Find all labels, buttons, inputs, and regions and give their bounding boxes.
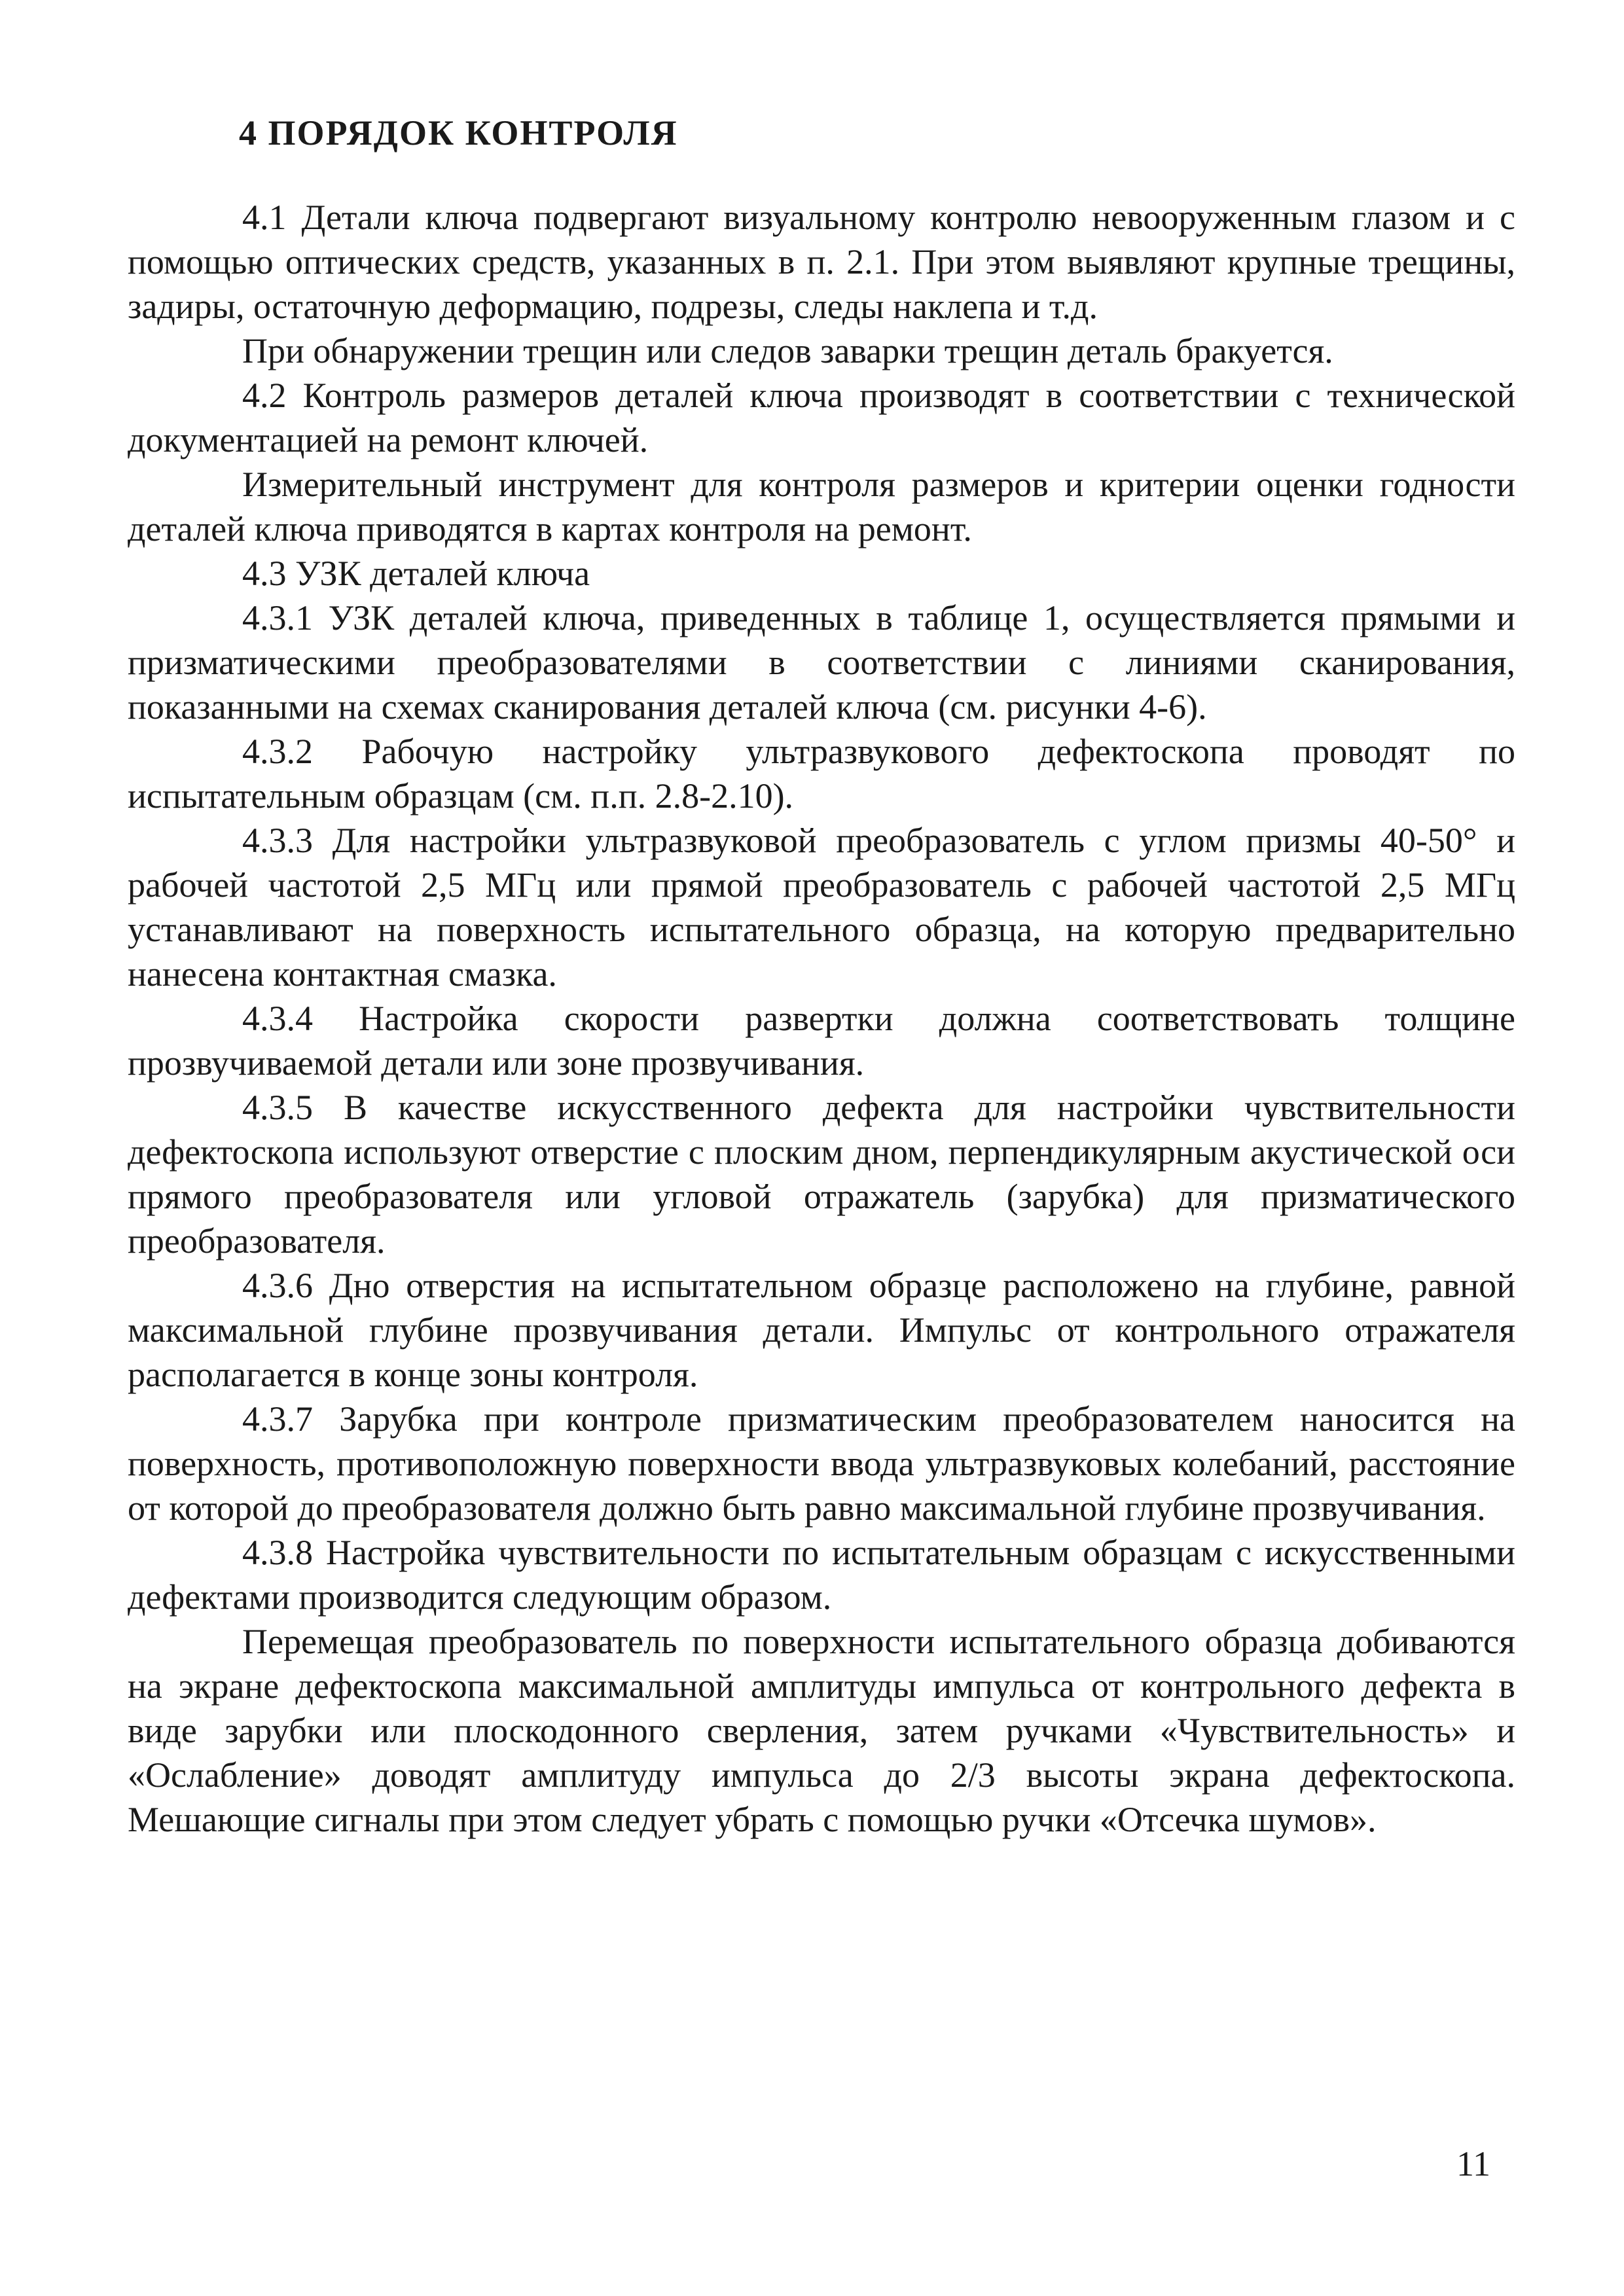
- paragraph-4-3-7: 4.3.7 Зарубка при контроле призматическим преобразователем наносится на поверхность, противоположную поверхности ввода ультразвуковых колебаний, расстояние от которой до преобразователя должно быть равно максимальной глубине прозвучивания.: [128, 1399, 1515, 1528]
- paragraph-4-3: 4.3 УЗК деталей ключа: [242, 554, 590, 593]
- paragraph-4-2-instruments: Измерительный инструмент для контроля размеров и критерии оценки годности деталей ключа приводятся в картах контроля на ремонт.: [128, 465, 1515, 548]
- paragraph-4-3-2: 4.3.2 Рабочую настройку ультразвукового дефектоскопа проводят по испытательным образцам (см. п.п. 2.8-2.10).: [128, 732, 1515, 816]
- page-number: 11: [1456, 2144, 1490, 2183]
- paragraph-4-3-3: 4.3.3 Для настройки ультразвуковой преобразователь с углом призмы 40-50° и рабочей частотой 2,5 МГц или прямой преобразователь с рабочей частотой 2,5 МГц устанавливают на поверхность испытательного образца, на которую предварительно нанесена контактная смазка.: [128, 821, 1515, 994]
- paragraph-4-3-8: 4.3.8 Настройка чувствительности по испытательным образцам с искусственными дефектами производится следующим образом.: [128, 1533, 1515, 1617]
- paragraph-4-1-reject: При обнаружении трещин или следов заварки трещин деталь бракуется.: [242, 331, 1333, 370]
- paragraph-4-2: 4.2 Контроль размеров деталей ключа производят в соответствии с технической документацией на ремонт ключей.: [128, 376, 1515, 459]
- paragraph-4-3-6: 4.3.6 Дно отверстия на испытательном образце расположено на глубине, равной максимальной глубине прозвучивания детали. Импульс от контрольного отражателя располагается в конце зоны контроля.: [128, 1266, 1515, 1394]
- paragraph-4-3-4: 4.3.4 Настройка скорости развертки должна соответствовать толщине прозвучиваемой детали или зоне прозвучивания.: [128, 999, 1515, 1083]
- section-body: [128, 195, 1515, 1842]
- section-heading: 4 ПОРЯДОК КОНТРОЛЯ: [239, 113, 678, 152]
- paragraph-4-3-8-procedure: Перемещая преобразователь по поверхности испытательного образца добиваются на экране дефектоскопа максимальной амплитуды импульса от контрольного дефекта в виде зарубки или плоскодонного сверления, затем ручками «Чувствительность» и «Ослабление» доводят амплитуду импульса до 2/3 высоты экрана дефектоскопа. Мешающие сигналы при этом следует убрать с помощью ручки «Отсечка шумов».: [128, 1622, 1515, 1839]
- paragraph-4-3-5: 4.3.5 В качестве искусственного дефекта для настройки чувствительности дефектоскопа используют отверстие с плоским дном, перпендикулярным акустической оси прямого преобразователя или угловой отражатель (зарубка) для призматического преобразователя.: [128, 1088, 1515, 1261]
- paragraph-4-1: 4.1 Детали ключа подвергают визуальному контролю невооруженным глазом и с помощью оптических средств, указанных в п. 2.1. При этом выявляют крупные трещины, задиры, остаточную деформацию, подрезы, следы наклепа и т.д.: [128, 198, 1515, 326]
- paragraph-4-3-1: 4.3.1 УЗК деталей ключа, приведенных в таблице 1, осуществляется прямыми и призматическими преобразователями в соответствии с линиями сканирования, показанными на схемах сканирования деталей ключа (см. рисунки 4-6).: [128, 598, 1515, 726]
